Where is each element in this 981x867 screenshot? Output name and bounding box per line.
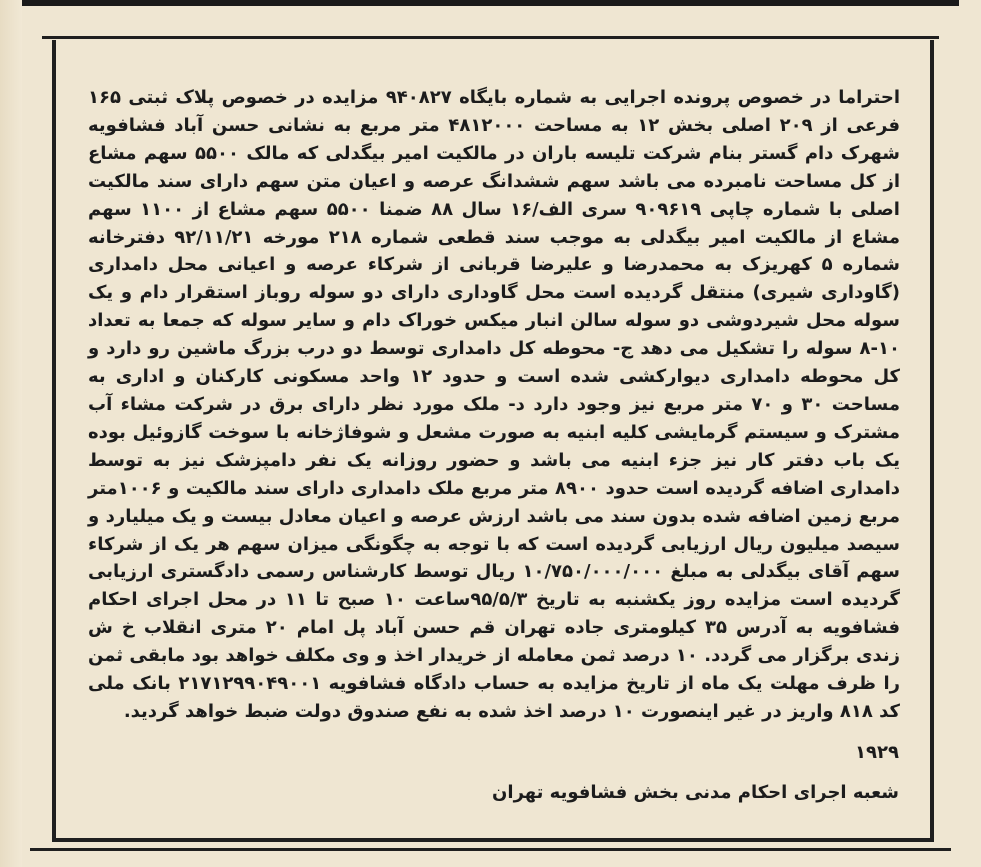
ad-number: ۱۹۲۹: [855, 742, 899, 763]
page-edge: [0, 0, 22, 867]
top-border: [22, 0, 959, 6]
frame-top-rule: [42, 36, 939, 39]
notice-body: احتراما در خصوص پرونده اجرایی به شماره بایگاه ۹۴۰۸۲۷ مزایده در خصوص پلاک ثبتی ۱۶۵ فرعی از ۲۰۹ اصلی بخش ۱۲ به مساحت ۴۸۱۲۰۰۰ متر مربع به نشانی حسن آباد فشافویه شهرک دام گستر بنام شرکت تلیسه باران در مالکیت امیر بیگدلی که مالک ۵۵۰۰ سهم مشاع از کل مساحت نامبرده می باشد سهم ششدانگ عرصه و اعیان متن سهم دارای سند مالکیت اصلی با شماره چاپی ۹۰۹۶۱۹ سری الف/۱۶ سال ۸۸ ضمنا ۵۵۰۰ سهم مشاع از ۱۱۰۰ سهم مشاع از مالکیت امیر بیگدلی به موجب سند قطعی شماره ۲۱۸ مورخه ۹۲/۱۱/۲۱ دفترخانه شماره ۵ کهریزک به محمدرضا و علیرضا قربانی از شرکاء عرصه و اعیانی محل دامداری (گاوداری شیری) منتقل گردیده است محل گاوداری دارای دو سوله روباز استقرار دام و یک سوله محل شیردوشی دو سوله سالن انبار میکس خوراک دام و سایر سوله که جمعا به تعداد ۱۰-۸ سوله را تشکیل می دهد ج- محوطه کل دامداری توسط دو درب بزرگ ماشین رو دارد و کل محوطه دامداری دیوارکشی شده است و حدود ۱۲ واحد مسکونی کارکنان و اداری به مساحت ۳۰ و ۷۰ متر مربع نیز وجود دارد د- ملک مورد نظر دارای برق در شرکت مشاء آب مشترک و سیستم گرمایشی کلیه ابنیه به صورت مشعل و شوفاژخانه با سوخت گازوئیل بوده یک باب دفتر کار نیز جزء ابنیه می باشد و حضور روزانه یک نفر دامپزشک نیز به توسط دامداری اضافه گردیده است حدود ۸۹۰۰ متر مربع ملک دامداری دارای سند مالکیت و ۱۰۰۶متر مربع زمین اضافه شده بدون سند می باشد ارزش عرصه و اعیان معادل بیست و یک میلیارد و سیصد میلیون ریال ارزیابی گردیده است که با توجه به چگونگی میزان سهم هر یک از شرکاء سهم آقای بیگدلی به مبلغ ۱۰/۷۵۰/۰۰۰/۰۰۰ ریال توسط کارشناس رسمی دادگستری ارزیابی گردیده است مزایده روز یکشنبه به تاریخ ۹۵/۵/۳ساعت ۱۰ صبح تا ۱۱ در محل اجرای احکام فشافویه به آدرس ۳۵ کیلومتری جاده تهران قم حسن آباد پل امام ۲۰ متری انقلاب خ ش زندی برگزار می گردد. ۱۰ درصد ثمن معامله از خریدار اخذ و وی مکلف خواهد بود مابقی ثمن را ظرف مهلت یک ماه از تاریخ مزایده به حساب دادگاه فشافویه ۲۱۷۱۲۹۹۰۴۹۰۰۱ بانک ملی کد ۸۱۸ واریز در غیر اینصورت ۱۰ درصد اخذ شده به نفع صندوق دولت ضبط خواهد گردید.: [88, 87, 901, 722]
issuer-signature: شعبه اجرای احکام مدنی بخش فشافویه تهران: [492, 782, 899, 803]
frame-bottom-rule: [30, 848, 951, 851]
